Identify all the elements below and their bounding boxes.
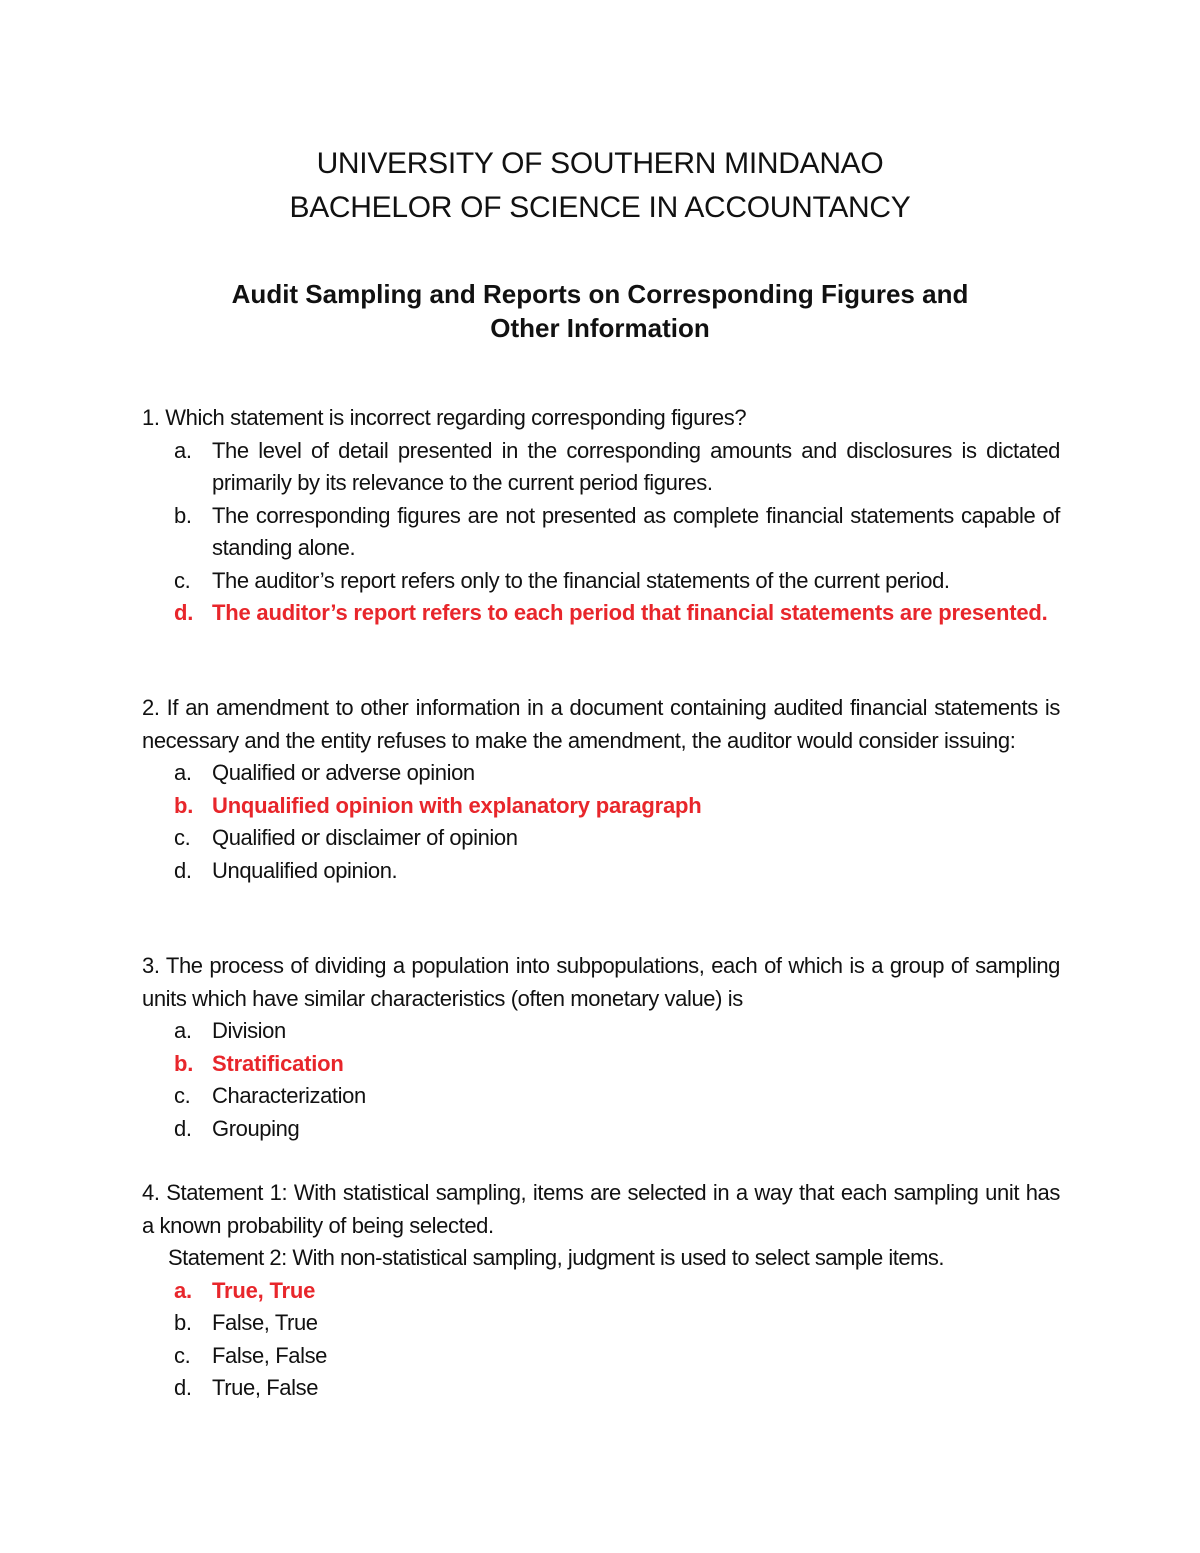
question-4 bbox=[142, 1177, 1060, 1405]
question-3 bbox=[142, 950, 1060, 1145]
option-letter: c. bbox=[174, 1083, 191, 1108]
option-text: Division bbox=[212, 1018, 286, 1043]
option-d-correct-answer bbox=[142, 597, 1060, 630]
question-1 bbox=[142, 402, 1060, 630]
option-b-correct-answer bbox=[142, 1048, 1060, 1081]
option-a bbox=[142, 1015, 1060, 1048]
option-letter: c. bbox=[174, 825, 191, 850]
option-letter: d. bbox=[174, 1375, 192, 1400]
option-text: The auditor’s report refers to each period that financial statements are presented. bbox=[212, 600, 1048, 625]
option-letter: d. bbox=[174, 857, 192, 883]
option-text: True, True bbox=[212, 1277, 316, 1303]
title-line-2: Other Information bbox=[490, 313, 710, 343]
option-d bbox=[142, 1113, 1060, 1146]
option-d bbox=[142, 1372, 1060, 1405]
option-letter: b. bbox=[174, 502, 192, 528]
option-letter: a. bbox=[174, 437, 192, 463]
option-letter: c. bbox=[174, 1342, 191, 1368]
option-a bbox=[142, 435, 1060, 500]
option-text: Qualified or adverse opinion bbox=[212, 760, 475, 785]
option-b bbox=[142, 1307, 1060, 1340]
option-text: Characterization bbox=[212, 1083, 366, 1108]
option-letter: a. bbox=[174, 760, 192, 785]
option-letter: d. bbox=[174, 600, 194, 625]
question-text: 4. Statement 1: With statistical sampling, items are selected in a way that each sampling unit has a known probability of being selected. bbox=[142, 1180, 1060, 1238]
option-letter: b. bbox=[174, 1050, 194, 1076]
question-text: 3. The process of dividing a population into subpopulations, each of which is a group of sampling units which have similar characteristics (often monetary value) is bbox=[142, 953, 1060, 1011]
question-text: 1. Which statement is incorrect regarding corresponding figures? bbox=[142, 405, 747, 430]
option-c bbox=[142, 565, 1060, 598]
program-name: BACHELOR OF SCIENCE IN ACCOUNTANCY bbox=[289, 191, 911, 224]
option-c bbox=[142, 1080, 1060, 1113]
document-header bbox=[0, 142, 1200, 230]
university-name: UNIVERSITY OF SOUTHERN MINDANAO bbox=[316, 147, 884, 180]
option-text: The auditor’s report refers only to the financial statements of the current period. bbox=[212, 567, 950, 593]
option-letter: c. bbox=[174, 567, 191, 593]
option-b bbox=[142, 500, 1060, 565]
option-letter: d. bbox=[174, 1115, 192, 1141]
option-text: Stratification bbox=[212, 1050, 344, 1076]
option-a-correct-answer bbox=[142, 1275, 1060, 1308]
option-letter: a. bbox=[174, 1277, 192, 1303]
document-title bbox=[0, 277, 1200, 345]
option-d bbox=[142, 855, 1060, 888]
option-text: False, False bbox=[212, 1342, 328, 1368]
option-text: Unqualified opinion. bbox=[212, 857, 398, 883]
option-c bbox=[142, 822, 1060, 855]
option-b-correct-answer bbox=[142, 790, 1060, 823]
question-2 bbox=[142, 692, 1060, 887]
option-text: False, True bbox=[212, 1310, 318, 1335]
option-letter: b. bbox=[174, 1310, 192, 1335]
title-line-1: Audit Sampling and Reports on Corresponding Figures and bbox=[231, 279, 969, 309]
statement-2-text: Statement 2: With non-statistical sampling, judgment is used to select sample items. bbox=[168, 1245, 945, 1270]
option-c bbox=[142, 1340, 1060, 1373]
option-text: The corresponding figures are not presented as complete financial statements capable of standing alone. bbox=[212, 502, 1060, 560]
option-letter: a. bbox=[174, 1018, 192, 1043]
option-text: The level of detail presented in the corresponding amounts and disclosures is dictated primarily by its relevance to the current period figures. bbox=[212, 437, 1060, 495]
option-text: Unqualified opinion with explanatory paragraph bbox=[212, 792, 702, 818]
option-a bbox=[142, 757, 1060, 790]
question-text: 2. If an amendment to other information in a document containing audited financial statements is necessary and the entity refuses to make the amendment, the auditor would consider issuing: bbox=[142, 695, 1060, 753]
option-text: True, False bbox=[212, 1375, 319, 1400]
option-letter: b. bbox=[174, 792, 194, 818]
option-text: Grouping bbox=[212, 1115, 300, 1141]
option-text: Qualified or disclaimer of opinion bbox=[212, 825, 518, 850]
